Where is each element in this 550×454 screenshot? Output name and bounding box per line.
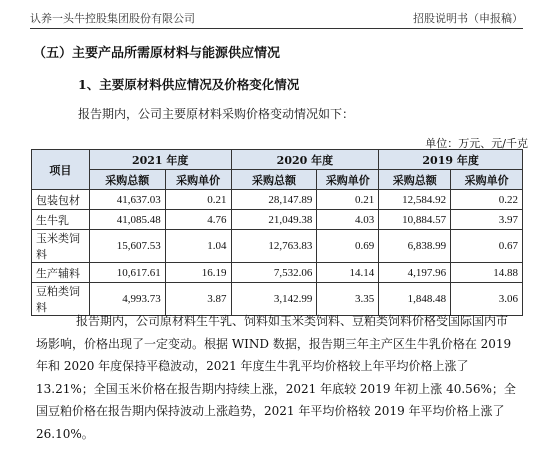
- row-label: 生产辅料: [32, 263, 90, 283]
- item-header: 项目: [32, 150, 90, 190]
- cell: 1,848.48: [379, 283, 451, 316]
- cell: 3.87: [165, 283, 231, 316]
- analysis-paragraph: [36, 310, 516, 445]
- cell: 3,142.99: [231, 283, 317, 316]
- row-label: 包装包材: [32, 190, 90, 210]
- cell: 10,884.57: [379, 210, 451, 230]
- cell: 41,085.48: [89, 210, 165, 230]
- paragraph-line: 场影响，价格出现了一定变动。根据 WIND 数据，报告期三年主产区生牛乳价格在 2019: [36, 336, 512, 351]
- year-header: 2019 年度: [379, 150, 523, 170]
- year-header: 2021 年度: [89, 150, 231, 170]
- cell: 14.88: [451, 263, 523, 283]
- cell: 21,049.38: [231, 210, 317, 230]
- cell: 41,637.03: [89, 190, 165, 210]
- subsection-title: 1、主要原材料供应情况及价格变化情况: [78, 77, 300, 92]
- cell: 4.03: [317, 210, 379, 230]
- total-header: 采购总额: [231, 170, 317, 190]
- company-name: 认养一头牛控股集团股份有限公司: [30, 12, 195, 25]
- total-header: 采购总额: [89, 170, 165, 190]
- paragraph-line: 报告期内，公司原材料生牛乳、饲料如玉米类饲料、豆粕类饲料价格受国际国内市: [76, 314, 509, 328]
- cell: 10,617.61: [89, 263, 165, 283]
- raw-material-price-table: [31, 149, 523, 316]
- section-title: （五）主要产品所需原材料与能源供应情况: [33, 46, 281, 61]
- price-header: 采购单价: [317, 170, 379, 190]
- total-header: 采购总额: [379, 170, 451, 190]
- cell: 12,584.92: [379, 190, 451, 210]
- cell: 12,763.83: [231, 230, 317, 263]
- unit-note: 单位：万元、元/千克: [425, 137, 528, 150]
- cell: 7,532.06: [231, 263, 317, 283]
- cell: 3.35: [317, 283, 379, 316]
- row-label: 生牛乳: [32, 210, 90, 230]
- cell: 6,838.99: [379, 230, 451, 263]
- cell: 1.04: [165, 230, 231, 263]
- cell: 0.69: [317, 230, 379, 263]
- row-label: 玉米类饲料: [32, 230, 90, 263]
- table-header-row: [32, 150, 523, 170]
- paragraph-line: 国豆粕价格在报告期内保持波动上涨趋势，2021 年平均价格较 2019 年平均价格上涨了: [36, 404, 505, 418]
- cell: 0.22: [451, 190, 523, 210]
- price-header: 采购单价: [451, 170, 523, 190]
- cell: 4,993.73: [89, 283, 165, 316]
- cell: 15,607.53: [89, 230, 165, 263]
- year-header: 2020 年度: [231, 150, 379, 170]
- cell: 14.14: [317, 263, 379, 283]
- paragraph-line: 年和 2020 年度保持平稳波动，2021 年度生牛乳平均价格较上年平均价格上涨了: [36, 359, 469, 373]
- cell: 4,197.96: [379, 263, 451, 283]
- price-header: 采购单价: [165, 170, 231, 190]
- table-row: [32, 210, 523, 230]
- cell: 0.21: [317, 190, 379, 210]
- page-header: [30, 6, 523, 29]
- cell: 3.06: [451, 283, 523, 316]
- table-row: [32, 263, 523, 283]
- paragraph-line: 13.21%；全国玉米价格在报告期内持续上涨，2021 年底较 2019 年初上涨 40.56%；全: [36, 381, 516, 396]
- table-row: [32, 190, 523, 210]
- cell: 4.76: [165, 210, 231, 230]
- table-row: [32, 230, 523, 263]
- cell: 3.97: [451, 210, 523, 230]
- cell: 0.67: [451, 230, 523, 263]
- intro-text: 报告期内，公司主要原材料采购价格变动情况如下：: [78, 107, 355, 121]
- document-type: 招股说明书（申报稿）: [413, 12, 523, 25]
- table-subheader-row: [32, 170, 523, 190]
- cell: 0.21: [165, 190, 231, 210]
- cell: 28,147.89: [231, 190, 317, 210]
- paragraph-line: 26.10%。: [36, 426, 94, 441]
- row-label: 豆粕类饲料: [32, 283, 90, 316]
- cell: 16.19: [165, 263, 231, 283]
